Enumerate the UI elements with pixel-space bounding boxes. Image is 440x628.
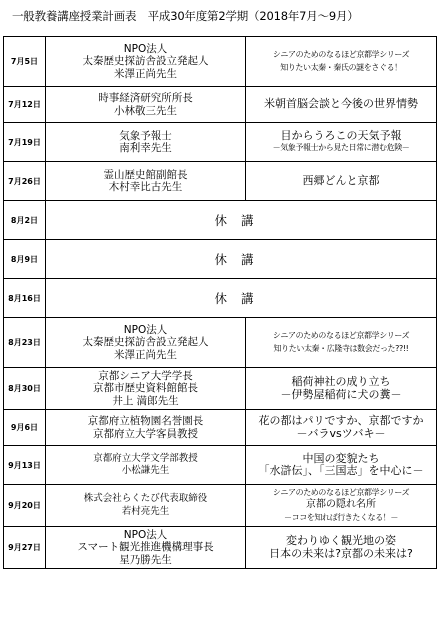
lecturer-cell	[46, 527, 246, 569]
lecturer-cell	[46, 485, 246, 527]
page-title: 一般教養講座授業計画表 平成30年度第2学期（2018年7月～9月）	[12, 9, 359, 23]
topic-line: 知りたい太秦・広隆寺は数会だった??!!	[273, 343, 409, 353]
lecturer-line: 若村亮先生	[121, 505, 170, 517]
lecturer-line: 井上 満郎先生	[112, 394, 179, 407]
topic-line: 京都の隠れ名所	[306, 499, 376, 511]
lecturer-line: 霊山歴史館副館長	[103, 168, 188, 181]
topic-line: 米朝首脳会談と今後の世界情勢	[264, 97, 418, 111]
date-cell: 9月6日	[4, 410, 46, 446]
lecturer-line: NPO法人	[123, 323, 168, 336]
lecturer-cell	[46, 37, 246, 87]
lecturer-line: 京都市歴史資料館館長	[93, 382, 198, 395]
holiday-cell: 休講	[46, 201, 437, 240]
schedule-row	[4, 37, 437, 87]
schedule-row	[4, 123, 437, 162]
lecturer-cell	[46, 87, 246, 123]
lecturer-line: 気象予報士	[119, 129, 172, 142]
lecturer-line: 太秦歴史探訪舎設立発起人	[82, 336, 209, 349]
lecturer-cell	[46, 123, 246, 162]
lecturer-line: 小松謙先生	[121, 465, 170, 476]
lecturer-cell	[46, 410, 246, 446]
topic-line: シニアのためのなるほど京都学シリーズ	[272, 487, 410, 497]
topic-cell	[246, 162, 437, 201]
lecturer-line: 京都府立大学文学部教授	[93, 452, 198, 464]
lecturer-line: 太秦歴史探訪舎設立発起人	[82, 55, 209, 68]
date-cell: 7月26日	[4, 162, 46, 201]
schedule-row	[4, 162, 437, 201]
lecturer-line: 京都シニア大学学長	[98, 369, 193, 382]
topic-line: 稲荷神社の成り立ち	[291, 375, 391, 388]
lecturer-line: NPO法人	[123, 528, 168, 541]
topic-cell	[246, 527, 437, 569]
topic-cell	[246, 123, 437, 162]
date-cell: 8月30日	[4, 368, 46, 410]
lecturer-line: 京都府立大学客員教授	[93, 427, 198, 440]
lecturer-cell	[46, 368, 246, 410]
lecturer-cell	[46, 318, 246, 368]
lecturer-line: NPO法人	[123, 42, 168, 55]
topic-line: シニアのためのなるほど京都学シリーズ	[272, 50, 410, 59]
lecturer-cell	[46, 162, 246, 201]
lecturer-line: 南利幸先生	[119, 142, 172, 154]
date-cell: 8月16日	[4, 279, 46, 318]
schedule-row	[4, 318, 437, 368]
topic-line: －伊勢屋稲荷に犬の糞－	[280, 387, 402, 401]
holiday-cell: 休講	[46, 279, 437, 318]
schedule-row	[4, 527, 437, 569]
date-cell: 8月2日	[4, 201, 46, 240]
lecturer-line: 小林敬三先生	[114, 104, 177, 117]
lecturer-line: 京都府立植物園名誉園長	[87, 415, 204, 427]
topic-cell	[246, 318, 437, 368]
topic-line: シニアのためのなるほど京都学シリーズ	[272, 331, 410, 340]
lecturer-line: 米澤正尚先生	[114, 67, 177, 80]
schedule-row	[4, 279, 437, 318]
topic-cell	[246, 446, 437, 485]
schedule-table	[3, 36, 437, 569]
date-cell: 9月20日	[4, 485, 46, 527]
topic-cell	[246, 485, 437, 527]
topic-line: 日本の未来は?京都の未来は?	[269, 546, 413, 560]
lecturer-cell	[46, 446, 246, 485]
lecturer-line: 株式会社らくたび代表取締役	[83, 493, 208, 504]
schedule-body	[4, 37, 437, 569]
schedule-row	[4, 201, 437, 240]
lecturer-line: 時事経済研究所所長	[98, 92, 193, 104]
topic-cell	[246, 37, 437, 87]
schedule-row	[4, 368, 437, 410]
topic-cell	[246, 87, 437, 123]
topic-cell	[246, 410, 437, 446]
topic-cell	[246, 368, 437, 410]
holiday-cell: 休講	[46, 240, 437, 279]
date-cell: 8月9日	[4, 240, 46, 279]
topic-line: 変わりゆく観光地の姿	[286, 534, 396, 547]
date-cell: 8月23日	[4, 318, 46, 368]
lecturer-line: スマート観光推進機構理事長	[77, 541, 214, 554]
schedule-row	[4, 485, 437, 527]
date-cell: 9月27日	[4, 527, 46, 569]
topic-line: －気象予報士から見た日常に潜む危険－	[272, 143, 410, 152]
topic-line: 知りたい太秦・秦氏の謎をさぐる！	[280, 62, 402, 72]
schedule-row	[4, 446, 437, 485]
topic-line: 目からうろこの天気予報	[280, 128, 402, 142]
schedule-row	[4, 410, 437, 446]
topic-line: 「水滸伝」、「三国志」を中心に－	[258, 464, 424, 477]
lecturer-line: 米澤正尚先生	[114, 348, 177, 361]
lecturer-line: 星乃勝先生	[119, 553, 172, 566]
date-cell: 9月13日	[4, 446, 46, 485]
date-cell: 7月19日	[4, 123, 46, 162]
date-cell: 7月12日	[4, 87, 46, 123]
topic-line: 花の都はパリですか、京都ですか	[258, 414, 424, 427]
topic-line: －ココを知れば行きたくなる！－	[284, 512, 398, 522]
date-cell: 7月5日	[4, 37, 46, 87]
topic-line: －バラvsツバキ－	[296, 426, 386, 440]
topic-line: 中国の変貌たち	[302, 451, 380, 465]
schedule-row	[4, 87, 437, 123]
lecturer-line: 木村幸比古先生	[108, 181, 183, 193]
topic-line: 西郷どんと京都	[302, 173, 380, 187]
schedule-row	[4, 240, 437, 279]
